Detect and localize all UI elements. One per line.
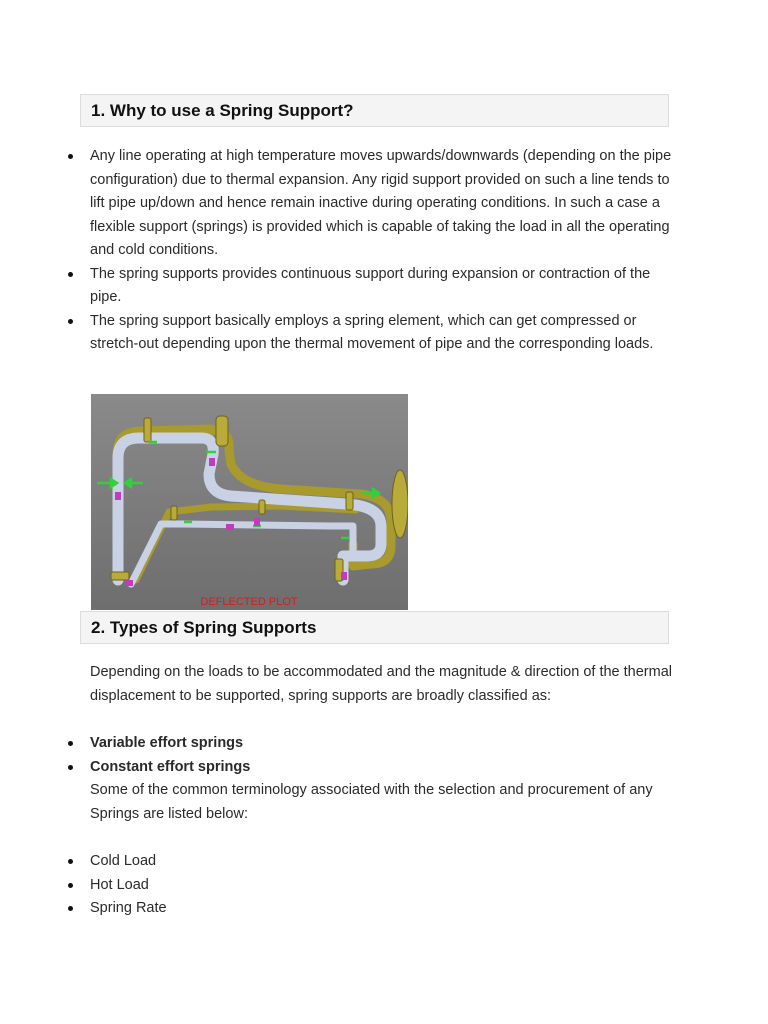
list-item: The spring support basically employs a spring element, which can get compressed or stretch-out depending upon the thermal movement of pipe and the corresponding loads. <box>90 310 680 357</box>
list-item: Spring Rate <box>90 897 680 921</box>
section-heading-text: 2. Types of Spring Supports <box>91 617 317 637</box>
piping-deflection-diagram <box>91 394 408 610</box>
why-bullet-list <box>90 145 680 357</box>
figure-caption: DEFLECTED PLOT <box>200 596 298 608</box>
terminology-intro-paragraph: Some of the common terminology associated with the selection and procurement of any Springs are listed below: <box>90 782 653 822</box>
deflected-plot-figure <box>91 394 408 610</box>
section-heading-text: 1. Why to use a Spring Support? <box>91 100 354 120</box>
list-item: Variable effort springs <box>90 732 680 756</box>
section-heading-types-spring-supports <box>80 611 669 644</box>
list-item: Cold Load <box>90 850 680 874</box>
list-item: The spring supports provides continuous support during expansion or contraction of the pipe. <box>90 263 680 310</box>
list-item: Any line operating at high temperature moves upwards/downwards (depending on the pipe configuration) due to thermal expansion. Any rigid support provided on such a line tends to lift pipe up/down and hence remain inactive during operating conditions. In such a case a flexible support (springs) is provided which is capable of taking the load in all the operating and cold conditions. <box>90 145 680 263</box>
terminology-list <box>90 850 680 921</box>
list-item: Hot Load <box>90 874 680 898</box>
types-intro-paragraph: Depending on the loads to be accommodated and the magnitude & direction of the thermal displacement to be supported, spring supports are broadly classified as: <box>90 664 672 704</box>
spring-types-list <box>90 732 680 779</box>
section-heading-why-spring-support <box>80 94 669 127</box>
list-item: Constant effort springs <box>90 756 680 780</box>
